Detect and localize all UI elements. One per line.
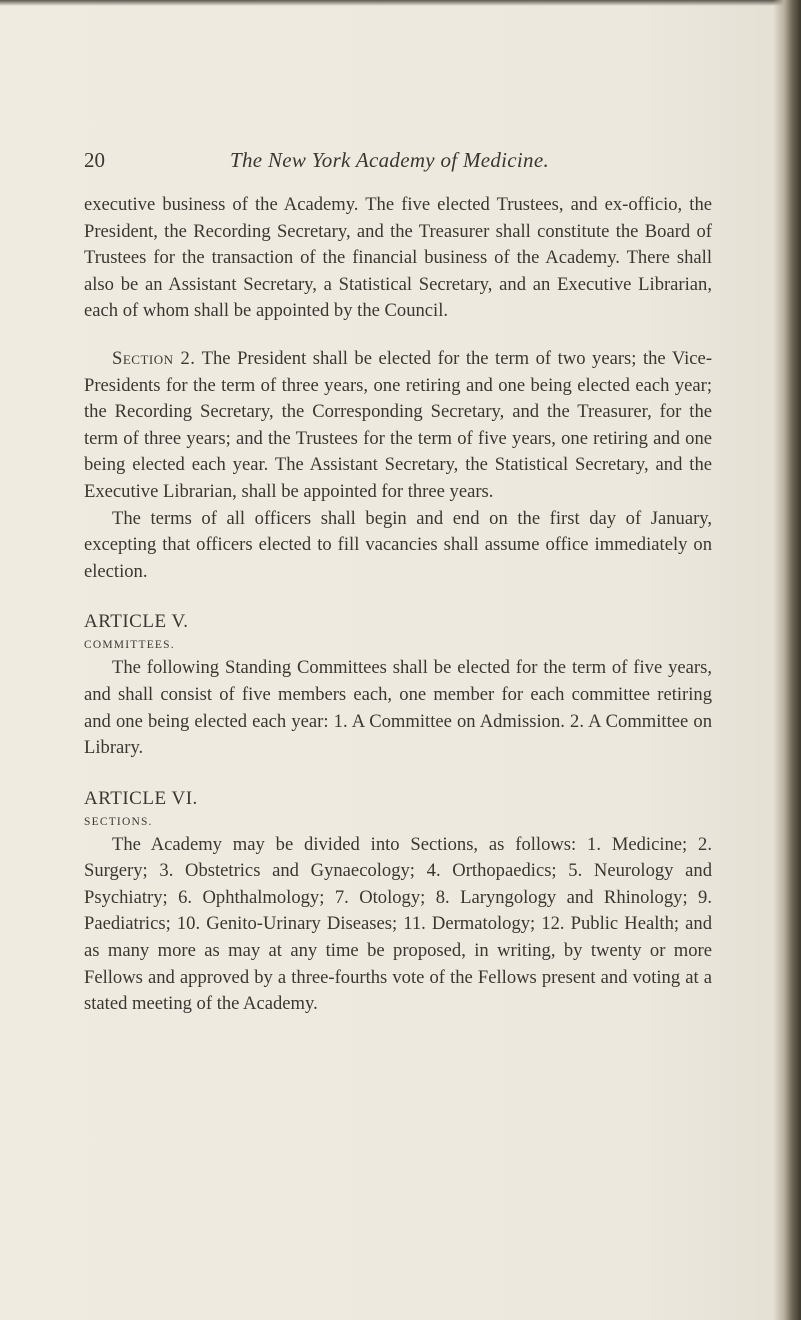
page-top-shadow: [0, 0, 801, 6]
running-head: [84, 146, 724, 174]
paragraph-continuation: executive business of the Academy. The five elected Trustees, and ex-officio, the President, the Recording Secretary, and the Treasurer shall constitute the Board of Trustees for the transaction of the financial business of the Academy. There shall also be an Assistant Secretary, a Statistical Secretary, and an Executive Librarian, each of whom shall be appointed by the Council.: [84, 194, 712, 322]
paragraph-section-2: [84, 346, 712, 506]
article-6-subheading: SECTIONS.: [84, 815, 153, 828]
book-spine-edge: [773, 0, 801, 1320]
section-2-text: The President shall be elected for the term of two years; the Vice-Presidents for the term of three years, one retiring and one being elected each year; the Recording Secretary, the Corresponding Secretary, and the Treasurer, for the term of three years; and the Trustees for the term of five years, one retiring and one being elected each year. The Assistant Secretary, the Statistical Secretary, and the Executive Librarian, shall be appointed for three years.: [84, 347, 713, 502]
article-6-heading: ARTICLE VI.: [84, 787, 198, 809]
page-body: [84, 192, 712, 1018]
article-6-text: The Academy may be divided into Sections, as follows: 1. Medicine; 2. Surgery; 3. Obstetrics and Gynaecology; 4. Orthopaedics; 5. Neurology and Psychiatry; 6. Ophthalmology; 7. Otology; 8. Laryngology and Rhinology; 9. Paediatrics; 10. Genito-Urinary Diseases; 11. Dermatology; 12. Public Health; and as many more as may at any time be proposed, in writing, by twenty or more Fellows and approved by a three-fourths vote of the Fellows present and voting at a stated meeting of the Academy.: [84, 833, 712, 1015]
section-2-label: Section 2.: [112, 347, 196, 369]
article-5-subheading: COMMITTEES.: [84, 639, 175, 652]
article-5-text: The following Standing Committees shall be elected for the term of five years, and shall consist of five members each, one member for each committee retiring and one being elected each year: 1. A Committee on Admission. 2. A Committee on Library.: [84, 657, 712, 759]
paragraph-terms: The terms of all officers shall begin and end on the first day of January, excepting that officers elected to fill vacancies shall assume office immediately on election.: [84, 507, 712, 582]
article-5-heading: ARTICLE V.: [84, 611, 189, 633]
running-title: The New York Academy of Medicine.: [230, 148, 550, 172]
page-number: 20: [84, 148, 105, 172]
